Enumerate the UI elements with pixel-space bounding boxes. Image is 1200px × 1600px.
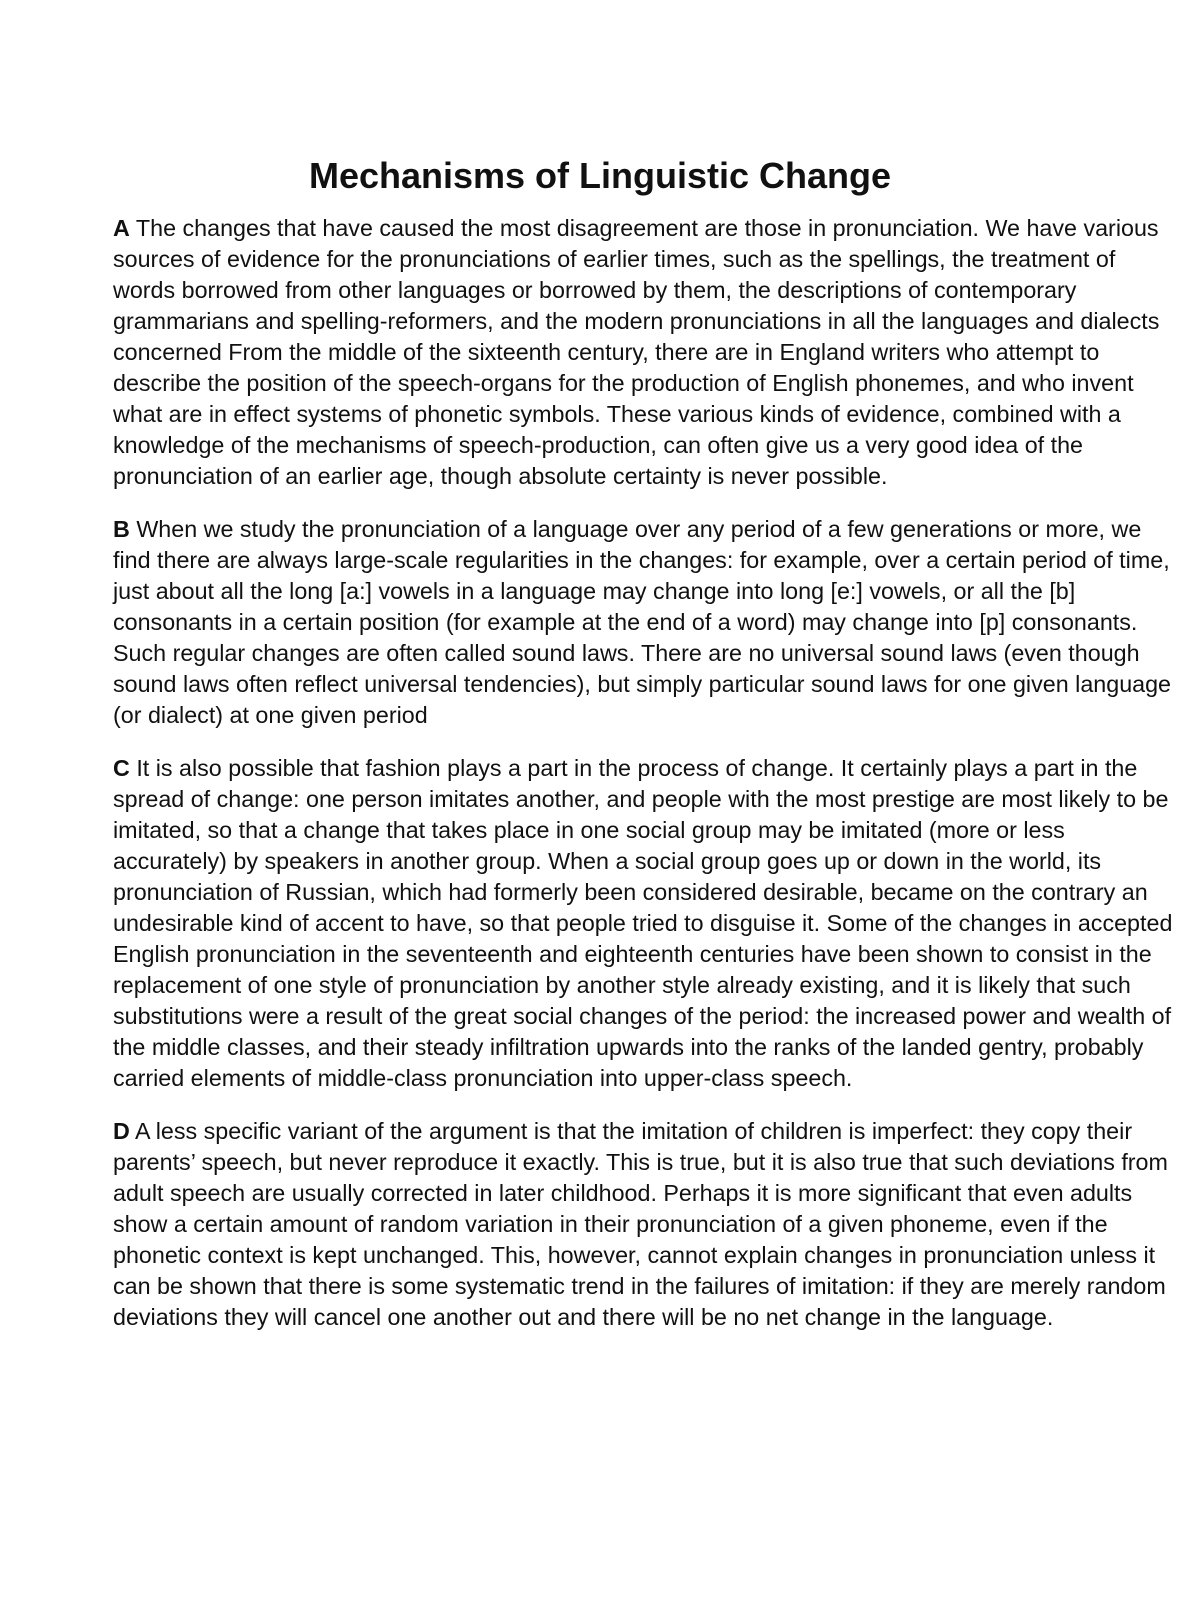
paragraph-a xyxy=(113,213,1173,492)
paragraph-text: When we study the pronunciation of a language over any period of a few generations or more, we find there are always large-scale regularities in the changes: for example, over a certain period of time, just about all the long [a:] vowels in a language may change into long [e:] vowels, or all the [b] consonants in a certain position (for example at the end of a word) may change into [p] consonants. Such regular changes are often called sound laws. There are no universal sound laws (even though sound laws often reflect universal tendencies), but simply particular sound laws for one given language (or dialect) at one given period xyxy=(113,516,1172,728)
paragraph-d xyxy=(113,1116,1173,1333)
paragraph-b xyxy=(113,514,1173,731)
paragraph-letter: A xyxy=(113,215,130,241)
paragraph-letter: D xyxy=(113,1118,130,1144)
document-body xyxy=(113,213,1173,1355)
paragraph-text: It is also possible that fashion plays a part in the process of change. It certainly plays a part in the spread of change: one person imitates another, and people with the most prestige are most likely to be imitated, so that a change that takes place in one social group may be imitated (more or less accurately) by speakers in another group. When a social group goes up or down in the world, its pronunciation of Russian, which had formerly been considered desirable, became on the contrary an undesirable kind of accent to have, so that people tried to disguise it. Some of the changes in accepted English pronunciation in the seventeenth and eighteenth centuries have been shown to consist in the replacement of one style of pronunciation by another style already existing, and it is likely that such substitutions were a result of the great social changes of the period: the increased power and wealth of the middle classes, and their steady infiltration upwards into the ranks of the landed gentry, probably carried elements of middle-class pronunciation into upper-class speech. xyxy=(113,755,1173,1091)
paragraph-text: A less specific variant of the argument is that the imitation of children is imperfect: they copy their parents’ speech, but never reproduce it exactly. This is true, but it is also true that such deviations from adult speech are usually corrected in later childhood. Perhaps it is more significant that even adults show a certain amount of random variation in their pronunciation of a given phoneme, even if the phonetic context is kept unchanged. This, however, cannot explain changes in pronunciation unless it can be shown that there is some systematic trend in the failures of imitation: if they are merely random deviations they will cancel one another out and there will be no net change in the language. xyxy=(113,1118,1168,1330)
page-title: Mechanisms of Linguistic Change xyxy=(308,155,892,196)
paragraph-text: The changes that have caused the most disagreement are those in pronunciation. We have various sources of evidence for the pronunciations of earlier times, such as the spellings, the treatment of words borrowed from other languages or borrowed by them, the descriptions of contemporary grammarians and spelling-reformers, and the modern pronunciations in all the languages and dialects concerned From the middle of the sixteenth century, there are in England writers who attempt to describe the position of the speech-organs for the production of English phonemes, and who invent what are in effect systems of phonetic symbols. These various kinds of evidence, combined with a knowledge of the mechanisms of speech-production, can often give us a very good idea of the pronunciation of an earlier age, though absolute certainty is never possible. xyxy=(113,215,1160,489)
paragraph-letter: C xyxy=(113,755,130,781)
paragraph-c xyxy=(113,753,1173,1094)
paragraph-letter: B xyxy=(113,516,130,542)
